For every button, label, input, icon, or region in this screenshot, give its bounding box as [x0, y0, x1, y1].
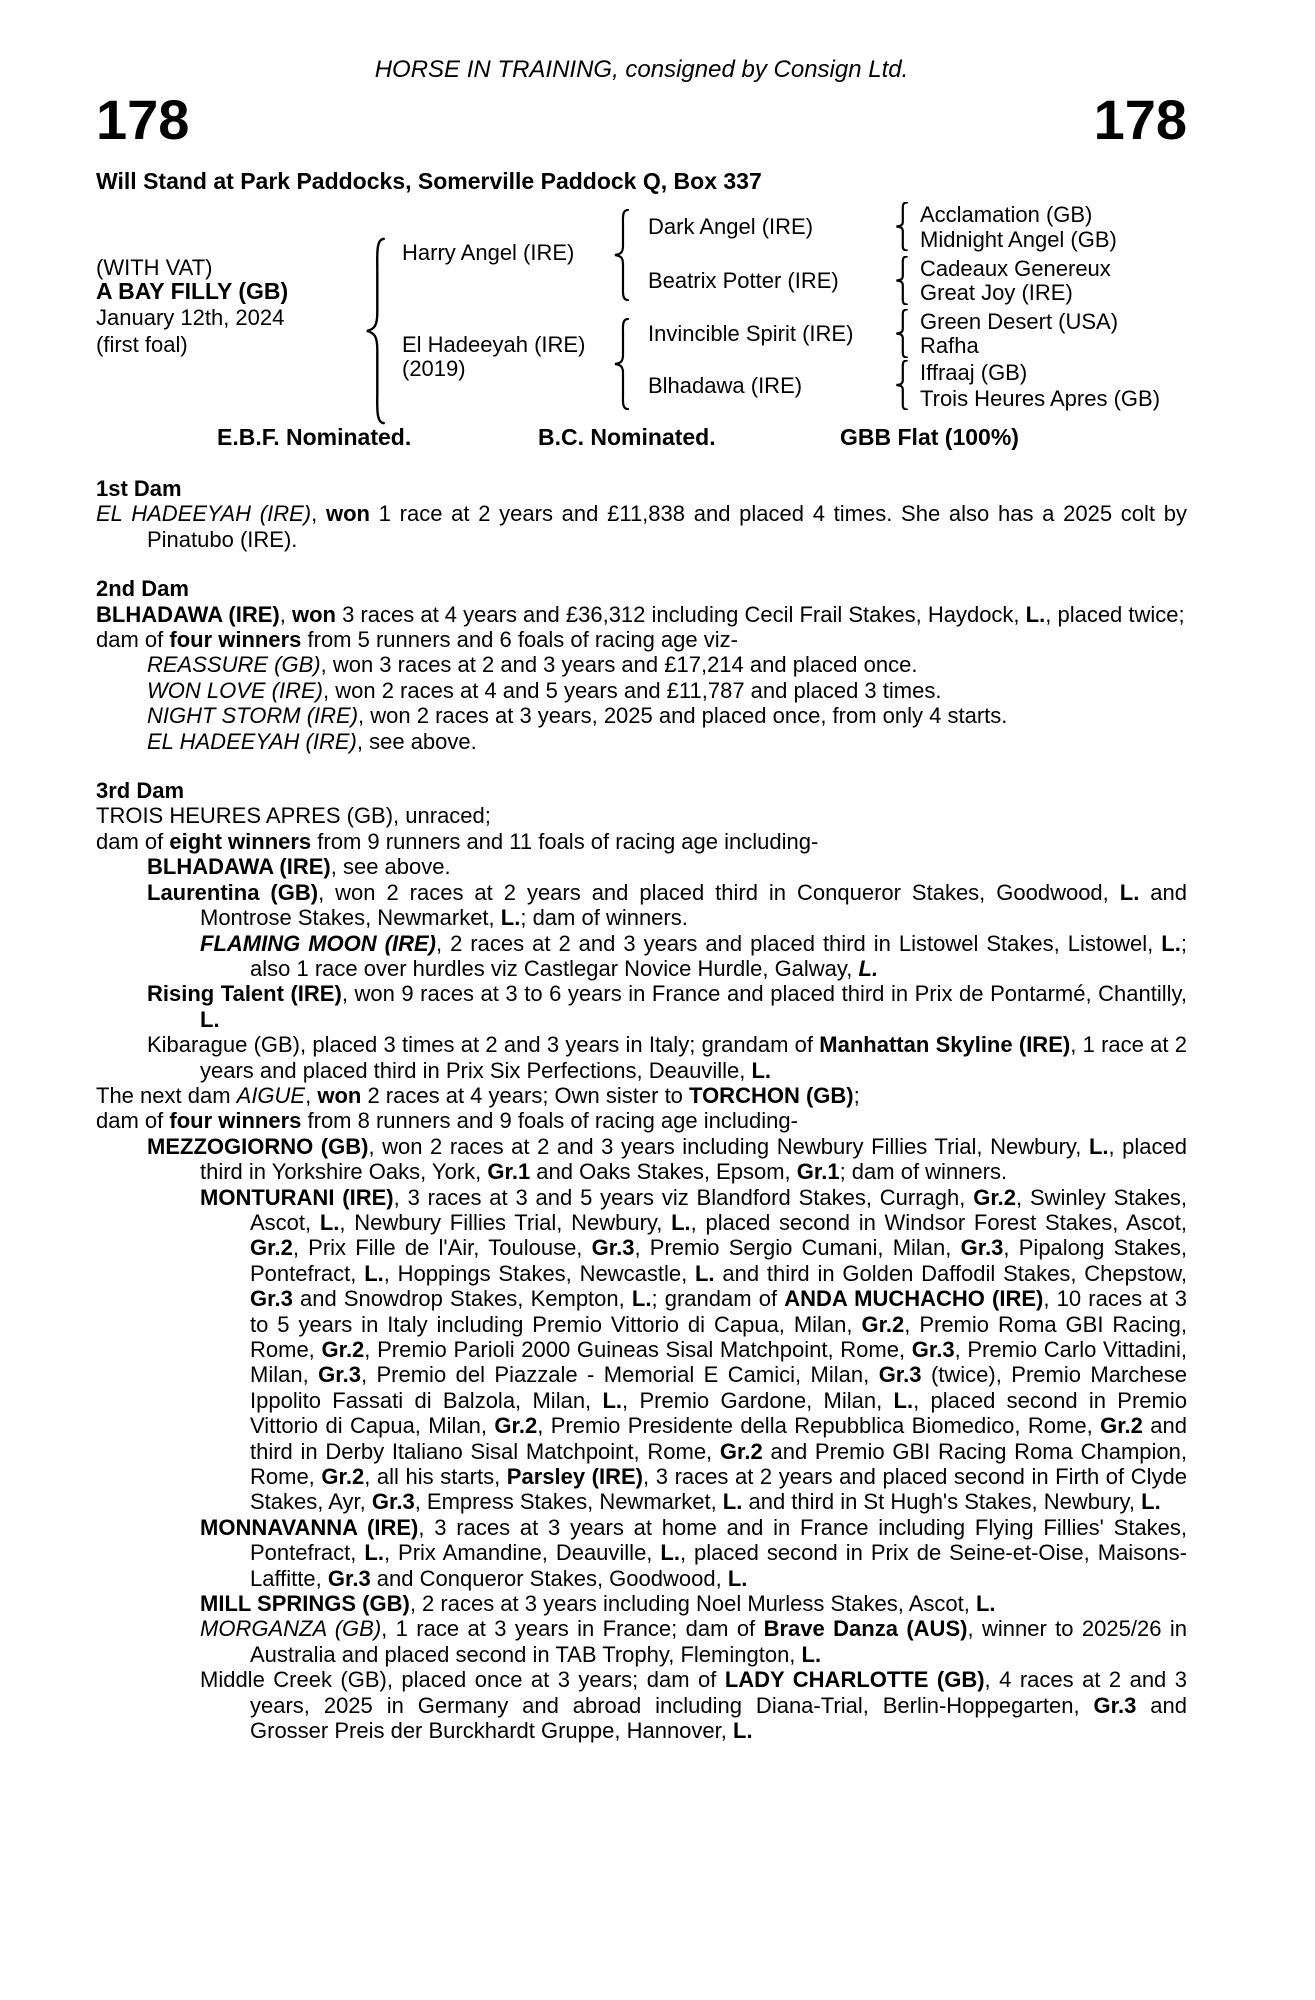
- pedigree-brace-icon: [363, 237, 389, 425]
- stand-location-line: Will Stand at Park Paddocks, Somerville Paddock Q, Box 337: [96, 168, 762, 194]
- progeny-paragraph-mezzogiorno: MEZZOGIORNO (GB), won 2 races at 2 and 3 years including Newbury Fillies Trial, Newbury, L., placed third in Yorkshire Oaks, York, Gr.1 and Oaks Stakes, Epsom, Gr.1; dam of winners.: [147, 1133, 1188, 1185]
- dam1-paragraph: EL HADEEYAH (IRE), won 1 race at 2 years and £11,838 and placed 4 times. She also has a 2025 colt by Pinatubo (IRE).: [96, 501, 1187, 552]
- consignor-line: HORSE IN TRAINING, consigned by Consign Ltd.: [374, 56, 909, 83]
- pedigree-brace-icon: [612, 209, 632, 301]
- pedigree-gen3-name: Beatrix Potter (IRE): [648, 268, 839, 293]
- pedigree-gen4-name: Green Desert (USA): [920, 309, 1119, 334]
- next-dam-paragraph: The next dam AIGUE, won 2 races at 4 years; Own sister to TORCHON (GB);: [96, 1082, 860, 1108]
- section-heading-3rd-dam: 3rd Dam: [96, 778, 185, 804]
- progeny-paragraph-morganza: MORGANZA (GB), 1 race at 3 years in France; dam of Brave Danza (AUS), winner to 2025/26 in Australia and placed second in TAB Trophy, Flemington, L.: [200, 1616, 1187, 1667]
- pedigree-gen4-name: Iffraaj (GB): [920, 360, 1028, 385]
- pedigree-gen3-name: Invincible Spirit (IRE): [648, 321, 854, 346]
- progeny-paragraph-reassure: REASSURE (GB), won 3 races at 2 and 3 years and £17,214 and placed once.: [147, 652, 918, 678]
- pedigree-gen4-name: Great Joy (IRE): [920, 280, 1073, 305]
- lot-number-right: 178: [1093, 88, 1187, 151]
- bc-nominated-label: B.C. Nominated.: [538, 424, 716, 450]
- lot-number-left: 178: [96, 88, 190, 151]
- subject-vat-note: (WITH VAT): [96, 255, 213, 280]
- pedigree-brace-icon: [894, 360, 910, 410]
- dam2-paragraph: BLHADAWA (IRE), won 3 races at 4 years and £36,312 including Cecil Frail Stakes, Haydock, L., placed twice;: [96, 601, 1185, 627]
- dam-year: (2019): [402, 356, 466, 381]
- pedigree-gen4-name: Cadeaux Genereux: [920, 256, 1111, 281]
- sire-name: Harry Angel (IRE): [402, 240, 575, 265]
- progeny-paragraph-night-storm: NIGHT STORM (IRE), won 2 races at 3 years, 2025 and placed once, from only 4 starts.: [147, 703, 1008, 729]
- progeny-paragraph-won-love: WON LOVE (IRE), won 2 races at 4 and 5 years and £11,787 and placed 3 times.: [147, 677, 942, 703]
- pedigree-brace-icon: [612, 318, 632, 410]
- progeny-paragraph-blhadawa: BLHADAWA (IRE), see above.: [147, 854, 451, 880]
- progeny-paragraph-laurentina: Laurentina (GB), won 2 races at 2 years and placed third in Conqueror Stakes, Goodwood, L. and Montrose Stakes, Newmarket, L.; dam of winners.: [147, 879, 1187, 931]
- progeny-paragraph-flaming-moon: FLAMING MOON (IRE), 2 races at 2 and 3 years and placed third in Listowel Stakes, Listowel, L.; also 1 race over hurdles viz Castlegar Novice Hurdle, Galway, L.: [200, 930, 1187, 981]
- dam-name: El Hadeeyah (IRE): [402, 332, 586, 357]
- ebf-nominated-label: E.B.F. Nominated.: [217, 424, 412, 450]
- pedigree-gen4-name: Rafha: [920, 333, 979, 358]
- pedigree-brace-icon: [894, 256, 910, 305]
- next-dam-damof-line: dam of four winners from 8 runners and 9 foals of racing age including-: [96, 1108, 798, 1134]
- subject-name: A BAY FILLY (GB): [96, 278, 289, 304]
- progeny-paragraph-mill-springs: MILL SPRINGS (GB), 2 races at 3 years including Noel Murless Stakes, Ascot, L.: [200, 1591, 996, 1617]
- pedigree-brace-icon: [894, 202, 910, 251]
- section-heading-1st-dam: 1st Dam: [96, 476, 182, 501]
- pedigree-brace-icon: [894, 309, 910, 358]
- progeny-paragraph-monnavanna: MONNAVANNA (IRE), 3 races at 3 years at home and in France including Flying Fillies' Stakes, Pontefract, L., Prix Amandine, Deauville, L., placed second in Prix de Seine-et-Oise, Maisons-Laffitte, Gr.3 and Conqueror Stakes, Goodwood, L.: [200, 1514, 1187, 1591]
- pedigree-gen3-name: Blhadawa (IRE): [648, 373, 803, 398]
- pedigree-gen4-name: Acclamation (GB): [920, 202, 1093, 227]
- subject-foal-date: January 12th, 2024: [96, 305, 285, 330]
- dam2-damof-line: dam of four winners from 5 runners and 6 foals of racing age viz-: [96, 627, 738, 653]
- subject-foal-note: (first foal): [96, 332, 188, 357]
- dam3-paragraph: TROIS HEURES APRES (GB), unraced;: [96, 803, 491, 829]
- gbb-flat-label: GBB Flat (100%): [840, 424, 1019, 450]
- pedigree-gen4-name: Midnight Angel (GB): [920, 227, 1117, 252]
- progeny-paragraph-middle-creek: Middle Creek (GB), placed once at 3 years; dam of LADY CHARLOTTE (GB), 4 races at 2 and 3 years, 2025 in Germany and abroad including Diana-Trial, Berlin-Hoppegarten, Gr.3 and Grosser Preis der Burckhardt Gruppe, Hannover, L.: [200, 1667, 1187, 1744]
- pedigree-gen4-name: Trois Heures Apres (GB): [920, 386, 1161, 411]
- section-heading-2nd-dam: 2nd Dam: [96, 576, 189, 602]
- progeny-paragraph-el-hadeeyah: EL HADEEYAH (IRE), see above.: [147, 728, 477, 754]
- nominations-line: [0, 424, 1315, 452]
- pedigree-gen3-name: Dark Angel (IRE): [648, 214, 814, 239]
- dam3-damof-line: dam of eight winners from 9 runners and 11 foals of racing age including-: [96, 828, 819, 854]
- progeny-paragraph-rising-talent: Rising Talent (IRE), won 9 races at 3 to 6 years in France and placed third in Prix de Pontarmé, Chantilly, L.: [147, 981, 1187, 1032]
- progeny-paragraph-kibarague: Kibarague (GB), placed 3 times at 2 and 3 years in Italy; grandam of Manhattan Skyline (IRE), 1 race at 2 years and placed third in Prix Six Perfections, Deauville, L.: [147, 1032, 1187, 1083]
- progeny-paragraph-monturani: MONTURANI (IRE), 3 races at 3 and 5 years viz Blandford Stakes, Curragh, Gr.2, Swinley Stakes, Ascot, L., Newbury Fillies Trial, Newbury, L., placed second in Windsor Forest Stakes, Ascot, Gr.2, Prix Fille de l'Air, Toulouse, Gr.3, Premio Sergio Cumani, Milan, Gr.3, Pipalong Stakes, Pontefract, L., Hoppings Stakes, Newcastle, L. and third in Golden Daffodil Stakes, Chepstow, Gr.3 and Snowdrop Stakes, Kempton, L.; grandam of ANDA MUCHACHO (IRE), 10 races at 3 to 5 years in Italy including Premio Vittorio di Capua, Milan, Gr.2, Premio Roma GBI Racing, Rome, Gr.2, Premio Parioli 2000 Guineas Sisal Matchpoint, Rome, Gr.3, Premio Carlo Vittadini, Milan, Gr.3, Premio del Piazzale - Memorial E Camici, Milan, Gr.3 (twice), Premio Marchese Ippolito Fassati di Balzola, Milan, L., Premio Gardone, Milan, L., placed second in Premio Vittorio di Capua, Milan, Gr.2, Premio Presidente della Repubblica Biomedico, Rome, Gr.2 and third in Derby Italiano Sisal Matchpoint, Rome, Gr.2 and Premio GBI Racing Roma Champion, Rome, Gr.2, all his starts, Parsley (IRE), 3 races at 2 years and placed second in Firth of Clyde Stakes, Ayr, Gr.3, Empress Stakes, Newmarket, L. and third in St Hugh's Stakes, Newbury, L.: [200, 1184, 1188, 1515]
- pedigree-text-body: [96, 476, 1187, 1744]
